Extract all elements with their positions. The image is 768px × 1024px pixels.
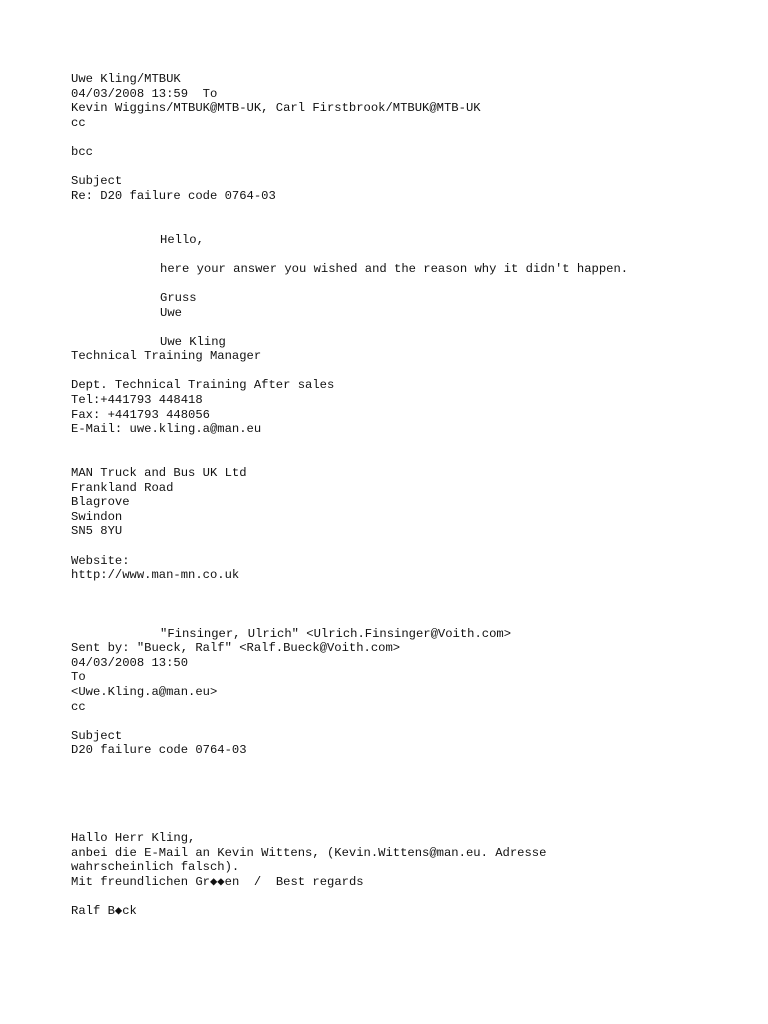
reply-from: Uwe Kling/MTBUK [71,72,181,86]
signature-email: E-Mail: uwe.kling.a@man.eu [71,422,262,437]
original-subject: D20 failure code 0764-03 [71,743,247,758]
original-body-line-2: wahrscheinlich falsch). [71,860,240,875]
original-regards: Mit freundlichen Gr◆◆en / Best regards [71,874,364,889]
original-greeting: Hallo Herr Kling, [71,830,196,845]
spacer [71,160,751,175]
spacer [71,539,751,554]
original-date: 04/03/2008 13:50 [71,655,189,670]
original-subject-label: Subject [71,728,123,743]
spacer [71,364,751,379]
signature-dept: Dept. Technical Training After sales [71,378,335,393]
spacer [71,437,751,466]
spacer [71,130,751,145]
original-to-label: To [71,670,86,685]
signature-tel: Tel:+441793 448418 [71,393,203,408]
signature-website-label: Website: [71,553,130,568]
original-from: "Finsinger, Ulrich" <Ulrich.Finsinger@Voith.com> [160,626,512,641]
original-body-line-1: anbei die E-Mail an Kevin Wittens, (Kevin.Wittens@man.eu. Adresse [71,845,547,860]
reply-closing: Gruss [160,290,197,305]
spacer [71,203,751,232]
reply-cc-label: cc [71,115,86,130]
reply-subject: Re: D20 failure code 0764-03 [71,188,276,203]
spacer [71,758,751,831]
signature-title: Technical Training Manager [71,349,262,364]
signature-street: Frankland Road [71,480,174,495]
reply-body: here your answer you wished and the reason why it didn't happen. [160,261,629,276]
original-to: <Uwe.Kling.a@man.eu> [71,684,218,699]
spacer [71,276,751,291]
signature-website-link[interactable]: http://www.man-mn.co.uk [71,568,240,583]
signature-city: Swindon [71,509,123,524]
reply-sign-name: Uwe [160,305,182,320]
reply-subject-label: Subject [71,174,123,189]
email-document [71,72,751,918]
spacer [71,889,751,904]
original-signoff: Ralf B◆ck [71,903,137,918]
reply-recipients: Kevin Wiggins/MTBUK@MTB-UK, Carl Firstbrook/MTBUK@MTB-UK [71,101,481,116]
original-cc-label: cc [71,699,86,714]
spacer [71,320,751,335]
signature-name: Uwe Kling [160,334,226,349]
original-sent-by: Sent by: "Bueck, Ralf" <Ralf.Bueck@Voith.com> [71,641,401,656]
signature-company: MAN Truck and Bus UK Ltd [71,466,247,481]
spacer [71,714,751,729]
reply-greeting: Hello, [160,232,204,247]
spacer [71,583,751,627]
reply-bcc-label: bcc [71,144,93,159]
signature-fax: Fax: +441793 448056 [71,407,210,422]
reply-date-to: 04/03/2008 13:59 To [71,86,218,101]
spacer [71,247,751,262]
signature-postcode: SN5 8YU [71,524,123,539]
signature-area: Blagrove [71,495,130,510]
